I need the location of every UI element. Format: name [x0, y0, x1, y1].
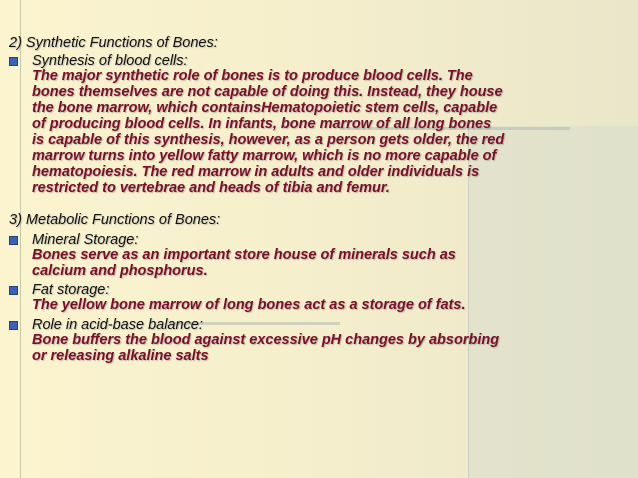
body-line: marrow turns into yellow fatty marrow, which is no more capable of — [32, 148, 497, 164]
item-title: Fat storage: — [32, 282, 110, 298]
body-line: or releasing alkaline salts — [32, 348, 209, 364]
body-line: the bone marrow, which containsHematopoietic stem cells, capable — [32, 100, 498, 116]
body-line: is capable of this synthesis, however, as a person gets older, the red — [32, 132, 505, 148]
item-body — [32, 247, 456, 279]
bullet-icon — [9, 236, 18, 245]
item-body — [32, 68, 504, 196]
bullet-icon — [9, 321, 18, 330]
item-title: Mineral Storage: — [32, 232, 139, 248]
bullet-icon — [9, 286, 18, 295]
item-body — [32, 332, 499, 364]
section-heading-metabolic: 3) Metabolic Functions of Bones: — [9, 212, 221, 228]
body-line: calcium and phosphorus. — [32, 263, 208, 279]
body-line: Bone buffers the blood against excessive pH changes by absorbing — [32, 332, 500, 348]
item-title: Role in acid-base balance: — [32, 317, 203, 333]
item-body — [32, 297, 465, 313]
item-title: Synthesis of blood cells: — [32, 53, 188, 69]
body-line: restricted to vertebrae and heads of tibia and femur. — [32, 180, 390, 196]
body-line: bones themselves are not capable of doing this. Instead, they house — [32, 84, 503, 100]
body-line: Bones serve as an important store house of minerals such as — [32, 247, 456, 263]
body-line: The yellow bone marrow of long bones act as a storage of fats. — [32, 297, 466, 313]
bullet-icon — [9, 57, 18, 66]
body-line: The major synthetic role of bones is to produce blood cells. The — [32, 68, 473, 84]
section-heading-synthetic: 2) Synthetic Functions of Bones: — [9, 35, 218, 51]
body-line: of producing blood cells. In infants, bone marrow of all long bones — [32, 116, 492, 132]
body-line: hematopoiesis. The red marrow in adults and older individuals is — [32, 164, 480, 180]
